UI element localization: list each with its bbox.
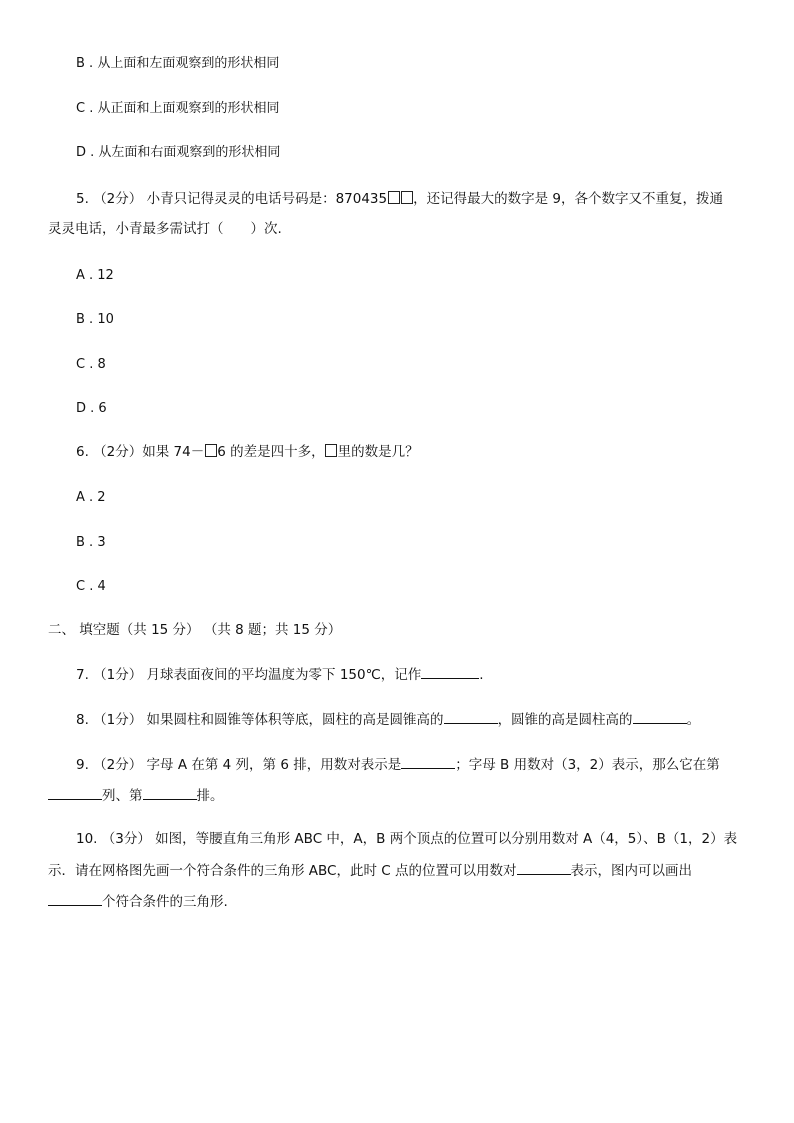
q7-stem	[76, 664, 484, 685]
q5-score: （2分）	[93, 191, 143, 207]
q10-text-c: 表示，图内可以画出	[570, 863, 692, 879]
q4-option-c: C . 从正面和上面观察到的形状相同	[76, 101, 280, 116]
q9-stem-line2	[48, 785, 224, 806]
q6-option-c: C . 4	[76, 579, 106, 594]
q10-answer-blank-1[interactable]	[517, 860, 571, 875]
q8-answer-blank-1[interactable]	[444, 709, 498, 724]
q6-prefix: 6. （2分）如果 74－	[76, 444, 205, 460]
q6-end: 里的数是几？	[337, 444, 419, 460]
q9-answer-blank-2[interactable]	[48, 785, 102, 800]
q8-text-c: 。	[686, 712, 701, 728]
q6-suffix: 6 的差是四十多，	[217, 444, 325, 460]
q10-stem-line3	[48, 891, 228, 912]
q10-text-b: 示．请在网格图先画一个符合条件的三角形 ABC，此时 C 点的位置可以用数对	[48, 863, 517, 879]
q4-option-d: D . 从左面和右面观察到的形状相同	[76, 145, 281, 160]
q6-option-a: A . 2	[76, 490, 106, 505]
digit-box	[325, 444, 337, 457]
q9-stem-line1	[76, 754, 720, 775]
q8-text-b: ，圆锥的高是圆柱高的	[497, 712, 633, 728]
q7-text-b: .	[479, 667, 484, 683]
q5-number: 5.	[76, 191, 89, 207]
q9-text-a: 9. （2分） 字母 A 在第 4 列，第 6 排，用数对表示是	[76, 757, 402, 773]
q8-answer-blank-2[interactable]	[633, 709, 687, 724]
q5-option-b: B . 10	[76, 312, 114, 327]
q9-answer-blank-3[interactable]	[143, 785, 197, 800]
digit-box	[401, 191, 413, 204]
q5-stem-line2: 灵灵电话，小青最多需试打（ ）次.	[48, 221, 282, 237]
q7-text-a: 7. （1分） 月球表面夜间的平均温度为零下 150℃，记作	[76, 667, 422, 683]
q10-text-d: 个符合条件的三角形.	[102, 894, 228, 910]
digit-box	[205, 444, 217, 457]
q9-text-c: 列、第	[102, 788, 143, 804]
q4-option-b: B . 从上面和左面观察到的形状相同	[76, 56, 280, 71]
q10-answer-blank-2[interactable]	[48, 891, 102, 906]
section-heading-fill-blank: 二、 填空题（共 15 分） （共 8 题；共 15 分）	[48, 622, 342, 638]
q5-stem-line1	[76, 189, 723, 209]
digit-box	[388, 191, 400, 204]
q7-answer-blank[interactable]	[421, 664, 479, 679]
q5-option-c: C . 8	[76, 357, 106, 372]
q5-option-d: D . 6	[76, 401, 107, 416]
q9-text-b: ；字母 B 用数对（3，2）表示，那么它在第	[455, 757, 720, 773]
q5-text-b: ，还记得最大的数字是 9，各个数字又不重复，拨通	[413, 191, 724, 207]
q6-option-b: B . 3	[76, 535, 106, 550]
q8-stem	[76, 709, 700, 730]
q9-answer-blank-1[interactable]	[401, 754, 455, 769]
q5-text-a: 小青只记得灵灵的电话号码是：870435	[146, 191, 388, 207]
q10-stem-line2	[48, 860, 692, 881]
q10-stem-line1: 10. （3分） 如图，等腰直角三角形 ABC 中，A，B 两个顶点的位置可以分别用数对 A（4，5）、B（1，2）表	[76, 831, 738, 847]
q9-text-d: 排。	[196, 788, 224, 804]
q6-stem	[76, 442, 419, 462]
q5-option-a: A . 12	[76, 268, 114, 283]
q8-text-a: 8. （1分） 如果圆柱和圆锥等体积等底，圆柱的高是圆锥高的	[76, 712, 444, 728]
